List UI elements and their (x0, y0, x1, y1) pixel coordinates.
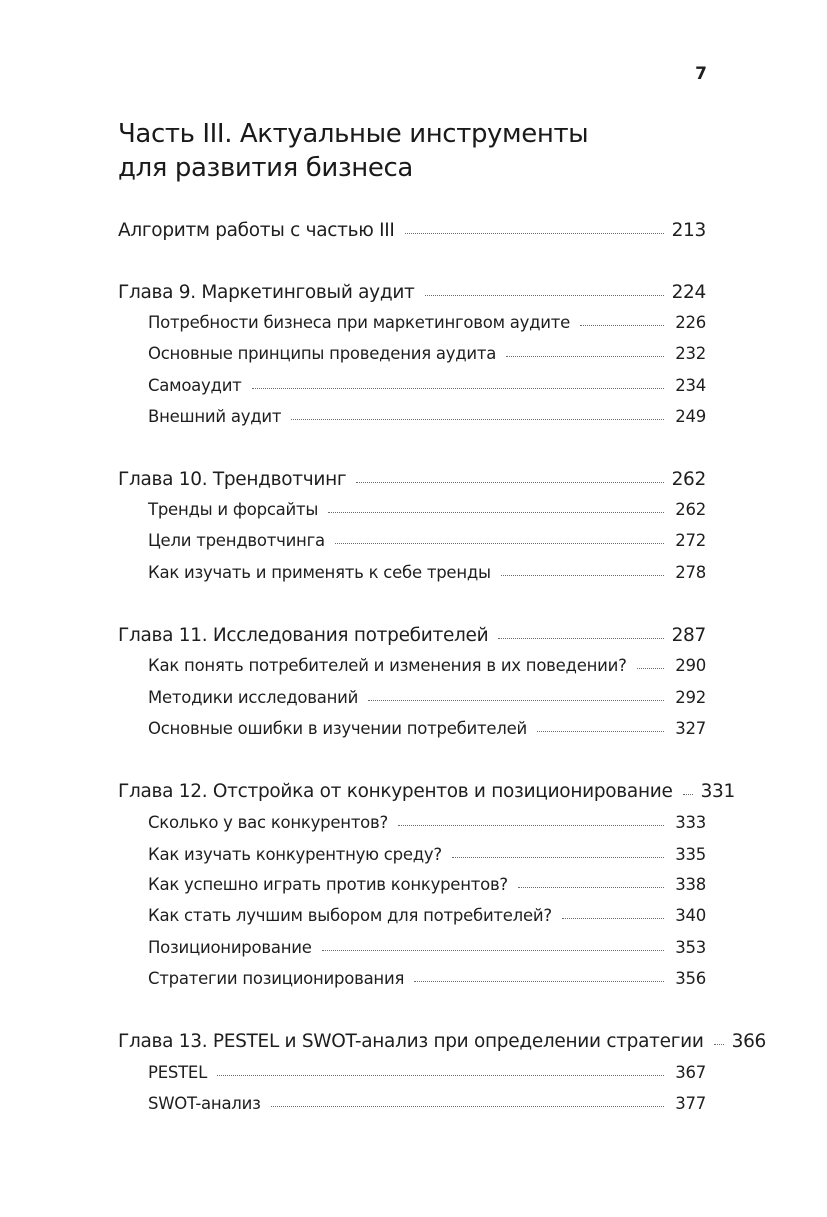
toc-entry-page: 353 (675, 938, 706, 957)
toc-entry-page: 290 (675, 656, 706, 675)
toc-section-entry (118, 875, 706, 901)
dot-leader (271, 1105, 664, 1107)
dot-leader (580, 324, 664, 326)
toc-entry-title: Глава 11. Исследования потребителей (118, 625, 489, 646)
toc-entry-title: Тренды и форсайты (148, 500, 319, 519)
dot-leader (335, 542, 664, 544)
toc-entry-title: Основные ошибки в изучении потребителей (148, 719, 527, 738)
toc-section-entry (118, 376, 706, 402)
toc-entry-title: Глава 13. PESTEL и SWOT-анализ при определении стратегии (118, 1031, 704, 1052)
toc-chapter-entry (118, 220, 706, 246)
toc-entry-title: Глава 12. Отстройка от конкурентов и позиционирование (118, 781, 673, 802)
toc-chapter-entry (118, 1031, 767, 1057)
dot-leader (683, 793, 693, 795)
dot-leader (425, 294, 664, 296)
part-title-line-1: Часть III. Актуальные инструменты (118, 119, 589, 149)
toc-section-entry (118, 906, 706, 932)
dot-leader (356, 481, 663, 483)
toc-chapter-entry (118, 625, 706, 651)
toc-entry-title: Стратегии позиционирования (148, 969, 405, 988)
toc-entry-page: 338 (675, 875, 706, 894)
toc-entry-page: 234 (675, 376, 706, 395)
toc-section-entry (118, 407, 706, 433)
toc-section-entry (118, 344, 706, 370)
toc-section-entry (118, 313, 706, 339)
toc-entry-title: SWOT-анализ (148, 1094, 261, 1113)
toc-section-entry (118, 500, 706, 526)
toc-entry-page: 226 (675, 313, 706, 332)
toc-entry-page: 333 (675, 813, 706, 832)
toc-entry-page: 287 (671, 625, 706, 646)
page-number: 7 (695, 64, 707, 84)
toc-entry-title: Как изучать конкурентную среду? (148, 845, 442, 864)
toc-section-entry (118, 969, 706, 995)
part-title (118, 117, 718, 185)
toc-entry-title: Основные принципы проведения аудита (148, 344, 497, 363)
dot-leader (291, 418, 664, 420)
toc-entry-page: 213 (671, 220, 706, 241)
part-title-line-2: для развития бизнеса (118, 153, 413, 183)
toc-entry-page: 377 (675, 1094, 706, 1113)
toc-entry-page: 367 (675, 1063, 706, 1082)
toc-section-entry (118, 845, 706, 871)
toc-section-entry (118, 1063, 706, 1089)
toc-entry-page: 335 (675, 845, 706, 864)
toc-entry-page: 327 (675, 719, 706, 738)
dot-leader (637, 667, 664, 669)
dot-leader (322, 949, 664, 951)
dot-leader (518, 886, 664, 888)
dot-leader (217, 1074, 664, 1076)
toc-section-entry (118, 563, 706, 589)
toc-entry-title: Как изучать и применять к себе тренды (148, 563, 491, 582)
toc-entry-page: 272 (675, 531, 706, 550)
toc-entry-page: 331 (700, 781, 735, 802)
toc-entry-page: 366 (731, 1031, 767, 1052)
toc-entry-title: Глава 10. Трендвотчинг (118, 469, 347, 490)
toc-entry-page: 262 (671, 469, 706, 490)
dot-leader (498, 637, 663, 639)
toc-chapter-entry (118, 469, 706, 495)
toc-entry-page: 224 (671, 282, 706, 303)
dot-leader (714, 1043, 724, 1045)
dot-leader (328, 511, 664, 513)
toc-section-entry (118, 531, 706, 557)
toc-section-entry (118, 656, 706, 682)
toc-entry-title: Как успешно играть против конкурентов? (148, 875, 508, 894)
toc-chapter-entry (118, 282, 706, 308)
toc-entry-page: 292 (675, 688, 706, 707)
dot-leader (537, 730, 664, 732)
toc-chapter-entry (118, 781, 735, 807)
toc-entry-title: Глава 9. Маркетинговый аудит (118, 282, 415, 303)
toc-entry-title: Цели трендвотчинга (148, 531, 325, 550)
dot-leader (452, 856, 664, 858)
toc-entry-page: 278 (675, 563, 706, 582)
toc-entry-title: Внешний аудит (148, 407, 282, 426)
toc-entry-page: 232 (675, 344, 706, 363)
toc-entry-title: Сколько у вас конкурентов? (148, 813, 389, 832)
toc-section-entry (118, 719, 706, 745)
toc-entry-title: Как понять потребителей и изменения в их поведении? (148, 656, 627, 675)
toc-entry-title: Самоаудит (148, 376, 242, 395)
dot-leader (252, 387, 664, 389)
dot-leader (398, 824, 664, 826)
toc-section-entry (118, 938, 706, 964)
toc-entry-page: 249 (675, 407, 706, 426)
toc-entry-page: 356 (675, 969, 706, 988)
toc-entry-title: PESTEL (148, 1063, 208, 1082)
toc-entry-title: Методики исследований (148, 688, 359, 707)
toc-entry-page: 262 (675, 500, 706, 519)
dot-leader (562, 917, 664, 919)
toc-entry-title: Как стать лучшим выбором для потребителей? (148, 906, 552, 925)
toc-entry-title: Потребности бизнеса при маркетинговом аудите (148, 313, 571, 332)
dot-leader (414, 980, 664, 982)
dot-leader (405, 232, 664, 234)
toc-entry-page: 340 (675, 906, 706, 925)
dot-leader (368, 699, 664, 701)
toc-entry-title: Алгоритм работы с частью III (118, 220, 395, 241)
toc-section-entry (118, 688, 706, 714)
dot-leader (501, 574, 664, 576)
dot-leader (506, 355, 664, 357)
toc-section-entry (118, 813, 706, 839)
toc-section-entry (118, 1094, 706, 1120)
toc-entry-title: Позиционирование (148, 938, 312, 957)
